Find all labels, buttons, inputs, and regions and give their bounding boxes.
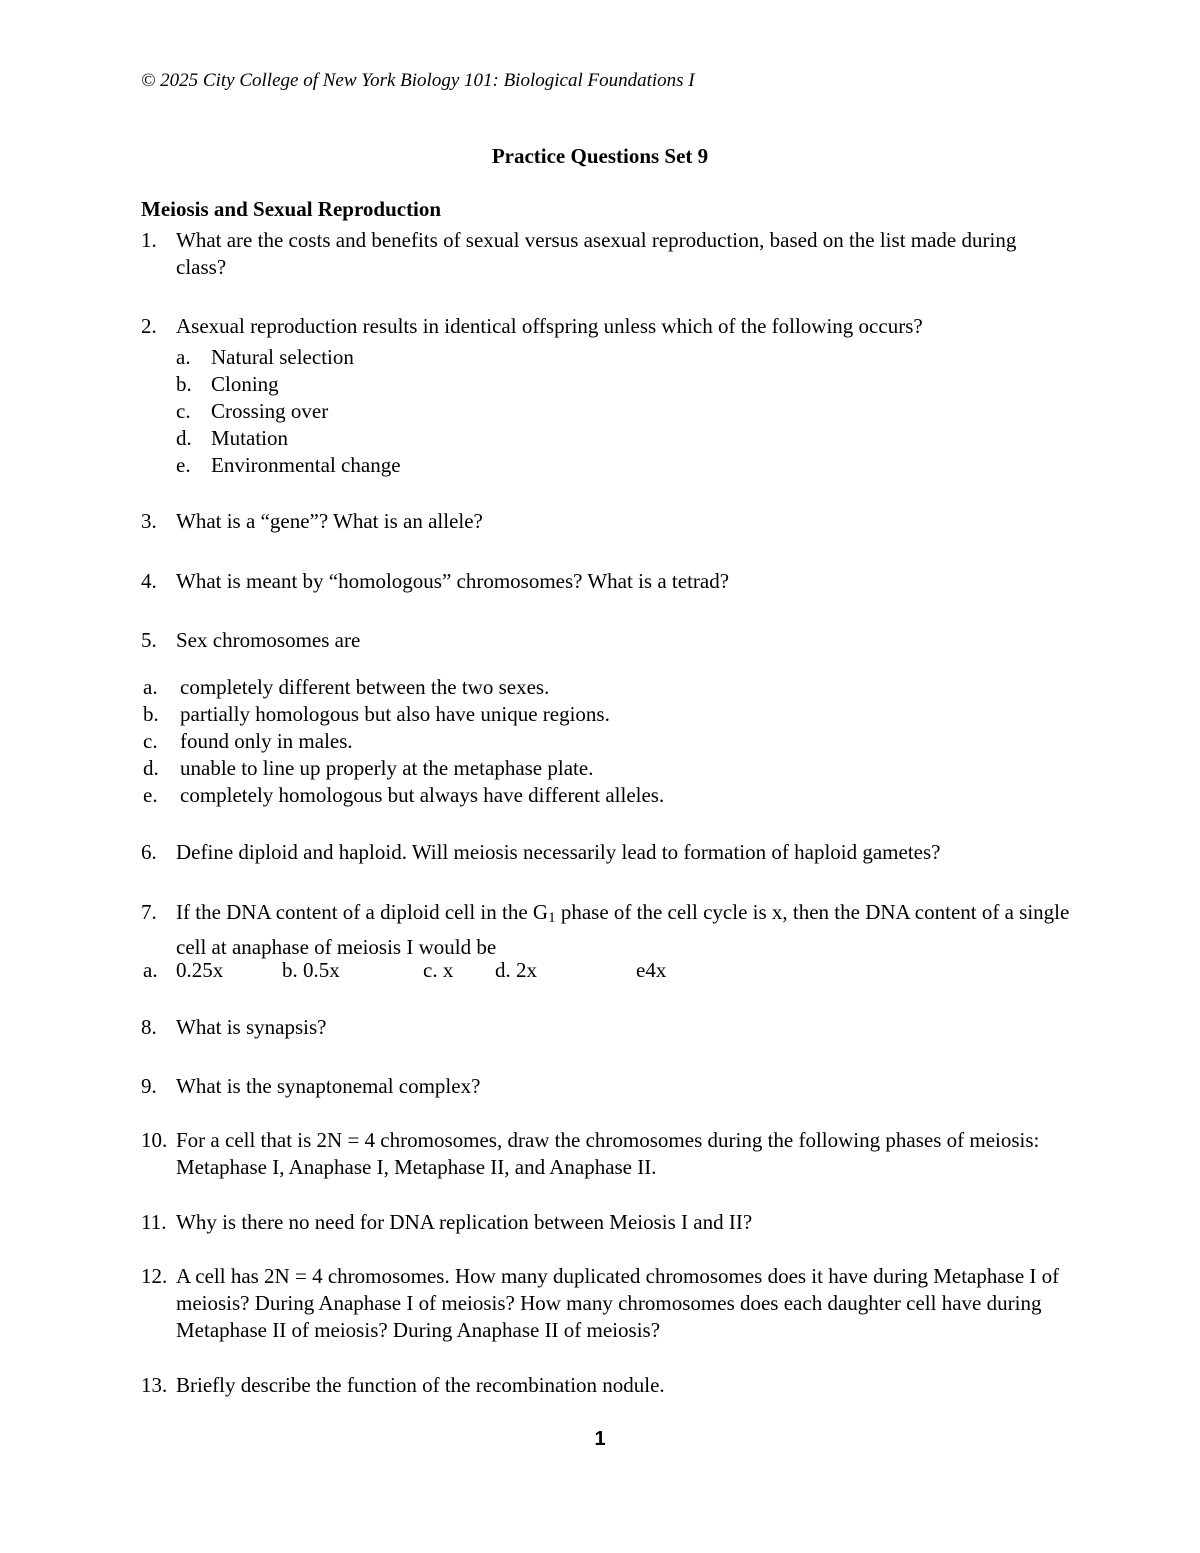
question-3	[141, 508, 1071, 535]
question-1	[141, 227, 1071, 281]
question-number: 1.	[141, 228, 157, 252]
question-8	[141, 1014, 1071, 1041]
option-letter: b.	[176, 372, 192, 396]
option-text: completely homologous but always have different alleles.	[180, 783, 665, 807]
option-text: partially homologous but also have unique regions.	[180, 702, 610, 726]
option-letter: e.	[176, 453, 191, 477]
option-text: Crossing over	[211, 399, 329, 423]
question-number: 5.	[141, 628, 157, 652]
question-number: 9.	[141, 1074, 157, 1098]
option-text: completely different between the two sexes.	[180, 675, 550, 699]
question-text: Define diploid and haploid. Will meiosis necessarily lead to formation of haploid gametes?	[176, 840, 941, 864]
question-7	[141, 898, 1071, 962]
question-number: 3.	[141, 509, 157, 533]
question-4	[141, 568, 1071, 595]
question-number: 12.	[141, 1264, 168, 1288]
option-text: Cloning	[211, 372, 279, 396]
question-text: What are the costs and benefits of sexual versus asexual reproduction, based on the list made during class?	[176, 228, 1017, 279]
option-letter: b.	[143, 702, 159, 726]
question-text: For a cell that is 2N = 4 chromosomes, draw the chromosomes during the following phases of meiosis: Metaphase I, Anaphase I, Metaphase II, and Anaphase II.	[176, 1128, 1040, 1179]
question-number: 11.	[141, 1210, 167, 1234]
inline-options	[141, 957, 841, 984]
option-text: e4x	[636, 958, 667, 982]
question-9	[141, 1073, 1071, 1100]
page-title: Practice Questions Set 9	[491, 144, 709, 168]
question-11	[141, 1209, 1071, 1236]
question-13	[141, 1372, 1071, 1399]
question-number: 2.	[141, 314, 157, 338]
question-text-part: If the DNA content of a diploid cell in the G	[176, 900, 549, 924]
question-text: What is the synaptonemal complex?	[176, 1074, 481, 1098]
question-text-part: phase of the cell cycle is x, then the DNA content of a single cell at anaphase of meiosis I would be	[176, 900, 1070, 959]
subscript: 1	[548, 910, 556, 926]
option-letter: a.	[143, 958, 158, 982]
question-10	[141, 1127, 1071, 1181]
option-text: Natural selection	[211, 345, 354, 369]
option-letter: c.	[176, 399, 191, 423]
option-text: b. 0.5x	[282, 958, 340, 982]
option-letter: c.	[143, 729, 158, 753]
question-5	[141, 627, 1071, 654]
question-text: Briefly describe the function of the recombination nodule.	[176, 1373, 665, 1397]
option-text: d. 2x	[495, 958, 537, 982]
section-heading: Meiosis and Sexual Reproduction	[141, 197, 442, 221]
option-letter: a.	[176, 345, 191, 369]
question-number: 6.	[141, 840, 157, 864]
question-number: 4.	[141, 569, 157, 593]
option-letter: d.	[176, 426, 192, 450]
question-text	[176, 898, 1071, 962]
option-letter: d.	[143, 756, 159, 780]
option-text: unable to line up properly at the metaphase plate.	[180, 756, 594, 780]
question-2	[141, 313, 1071, 340]
page-header: © 2025 City College of New York Biology 101: Biological Foundations I	[141, 70, 695, 91]
option-letter: e.	[143, 783, 158, 807]
question-text: What is synapsis?	[176, 1015, 327, 1039]
question-number: 8.	[141, 1015, 157, 1039]
question-text: What is meant by “homologous” chromosomes? What is a tetrad?	[176, 569, 730, 593]
option-text: Mutation	[211, 426, 288, 450]
option-text: 0.25x	[176, 958, 224, 982]
question-number: 10.	[141, 1128, 168, 1152]
question-text: A cell has 2N = 4 chromosomes. How many duplicated chromosomes does it have during Metaphase I of meiosis? During Anaphase I of meiosis? How many chromosomes does each daughter cell have during Metaphase II of meiosis? During Anaphase II of meiosis?	[176, 1264, 1060, 1342]
question-text: What is a “gene”? What is an allele?	[176, 509, 483, 533]
question-text: Sex chromosomes are	[176, 628, 361, 652]
question-text: Asexual reproduction results in identical offspring unless which of the following occurs?	[176, 314, 923, 338]
question-number: 7.	[141, 900, 157, 924]
option-letter: a.	[143, 675, 158, 699]
option-text: c. x	[423, 958, 454, 982]
question-6	[141, 839, 1071, 866]
question-number: 13.	[141, 1373, 168, 1397]
page-number: 1	[594, 1428, 606, 1450]
option-text: Environmental change	[211, 453, 401, 477]
option-text: found only in males.	[180, 729, 353, 753]
question-text: Why is there no need for DNA replication between Meiosis I and II?	[176, 1210, 753, 1234]
question-12	[141, 1263, 1071, 1344]
